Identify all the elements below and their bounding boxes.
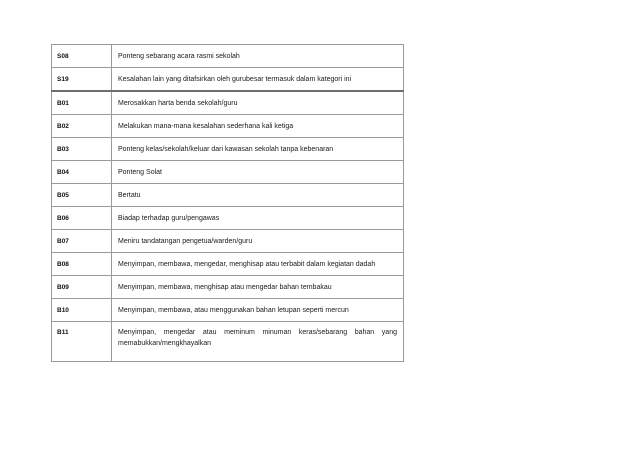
offence-code: B11 [52,322,112,362]
table-row [52,322,404,362]
offence-code: S08 [52,45,112,68]
offence-description: Menyimpan, membawa, mengedar, menghisap atau terbabit dalam kegiatan dadah [112,253,404,276]
table-row [52,115,404,138]
offence-description: Biadap terhadap guru/pengawas [112,207,404,230]
table-row [52,91,404,115]
offence-description: Melakukan mana-mana kesalahan sederhana kali ketiga [112,115,404,138]
offence-code: B02 [52,115,112,138]
table-row [52,184,404,207]
offence-code: B07 [52,230,112,253]
offence-code: B01 [52,91,112,115]
offence-description: Menyimpan, membawa, menghisap atau mengedar bahan tembakau [112,276,404,299]
offence-code: B09 [52,276,112,299]
table-row [52,230,404,253]
offence-description: Bertatu [112,184,404,207]
offence-code: B05 [52,184,112,207]
offence-description: Menyimpan, mengedar atau meminum minuman keras/sebarang bahan yang memabukkan/mengkhayalkan [112,322,404,362]
table-row [52,45,404,68]
offence-code: B03 [52,138,112,161]
offence-code: S19 [52,68,112,92]
table-row [52,207,404,230]
offence-description: Menyimpan, membawa, atau menggunakan bahan letupan seperti mercun [112,299,404,322]
table-row [52,276,404,299]
offence-code: B08 [52,253,112,276]
offence-description: Kesalahan lain yang ditafsirkan oleh gurubesar termasuk dalam kategori ini [112,68,404,92]
table-row [52,161,404,184]
table-row [52,138,404,161]
table-row [52,299,404,322]
offence-description: Meniru tandatangan pengetua/warden/guru [112,230,404,253]
offence-code: B04 [52,161,112,184]
offence-code: B06 [52,207,112,230]
offence-description: Ponteng kelas/sekolah/keluar dari kawasan sekolah tanpa kebenaran [112,138,404,161]
offence-code: B10 [52,299,112,322]
offence-table [51,44,404,362]
table-row [52,68,404,92]
offence-description: Ponteng Solat [112,161,404,184]
offence-description: Merosakkan harta benda sekolah/guru [112,91,404,115]
table-row [52,253,404,276]
offence-description: Ponteng sebarang acara rasmi sekolah [112,45,404,68]
